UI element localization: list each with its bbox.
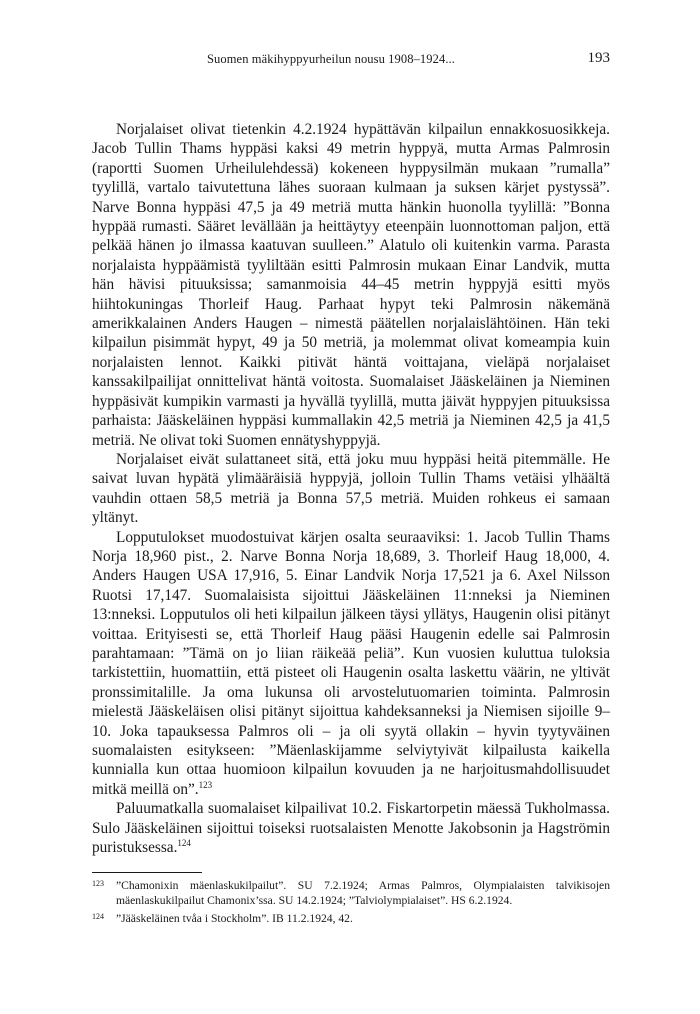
footnote — [92, 878, 610, 908]
running-title: Suomen mäkihyppyurheilun nousu 1908–1924... — [206, 52, 456, 66]
footnote-number: 124 — [92, 912, 104, 921]
running-header — [92, 52, 610, 72]
paragraph — [92, 528, 610, 800]
body-text — [92, 120, 610, 857]
footnote-text: ”Jääskeläinen tvåa i Stockholm”. IB 11.2.1924, 42. — [116, 912, 353, 925]
page-number: 193 — [587, 50, 610, 66]
paragraph — [92, 120, 610, 450]
paragraph — [92, 799, 610, 857]
paragraph — [92, 450, 610, 528]
footnotes — [92, 878, 610, 929]
paragraph-text: Paluumatkalla suomalaiset kilpailivat 10.2. Fiskartorpetin mäessä Tukholmassa. Sulo Jääskeläinen sijoittui toiseksi ruotsalaisten Menotte Jakobsonin ja Hagströmin puristuksessa. — [92, 800, 610, 857]
footnote-divider — [92, 872, 202, 873]
paragraph-text: Lopputulokset muodostuivat kärjen osalta seuraaviksi: 1. Jacob Tullin Thams Norja 18,960 pist., 2. Narve Bonna Norja 18,689, 3. Thorleif Haug 18,000, 4. Anders Haugen USA 17,916, 5. Einar Landvik Norja 17,521 ja 6. Axel Nilsson Ruotsi 17,147. Suomalaisista sijoittui Jääskeläinen 11:nneksi ja Nieminen 13:nneksi. Lopputulos oli heti kilpailun jälkeen täysi yllätys, Haugenin olisi pitänyt voittaa. Erityisesti se, että Thorleif Haug pääsi Haugenin edelle sai Palmrosin parahtamaan: ”Tämä on jo liian räikeää peliä”. Kun vuosien kuluttua tuloksia tarkistettiin, huomattiin, että pisteet oli Haugenin osalta laskettu väärin, ne yltivät pronssimitalille. Ja oma lukunsa oli arvostelutuomarien toiminta. Palmrosin mielestä Jääskeläisen olisi pitänyt sijoittua kahdeksanneksi ja Niemisen sijoille 9–10. Joka tapauksessa Palmros oli – ja oli syytä ollakin – hyvin tyytyväinen suomalaisten esitykseen: ”Mäenlaskijamme selviytyivät kilpailusta kaikella kunnialla kun ottaa huomioon kilpailun kovuuden ja ne harjoitusmahdollisuudet mitkä meillä on”. — [92, 528, 610, 798]
footnote-reference[interactable]: 123 — [198, 779, 213, 790]
footnote-reference[interactable]: 124 — [177, 837, 191, 848]
paragraph-text: Norjalaiset olivat tietenkin 4.2.1924 hypättävän kilpailun ennakkosuosikkeja. Jacob Tullin Thams hyppäsi kaksi 49 metrin hyppyä, mutta Armas Palmrosin (raportti Suomen Urheilulehdessä) kokeneen hyppysilmän mukaan ”rumalla” tyylillä, vartalo taivutettuna lähes suoraan kulmaan ja suksen kärjet pystyssä”. Narve Bonna hyppäsi 47,5 ja 49 metriä mutta hänkin huonolla tyylillä: ”Bonna hyppää rumasti. Sääret levällään ja heittäytyy eteenpäin luonnottoman paljon, että pelkää hänen jo ilmassa kaatuvan suulleen.” Alatulo oli kuitenkin varma. Parasta norjalaista hyppäämistä tyyliltään esitti Palmrosin mukaan Einar Landvik, mutta hän hävisi pituuksissa; samanmoisia 44–45 metrin hyppyjä esitti myös hiihtokuningas Thorleif Haug. Parhaat hypyt teki Palmrosin näkemänä amerikkalainen Anders Haugen – nimestä päätellen norjalaislähtöinen. Hän teki kilpailun pisimmät hypyt, 49 ja 50 metriä, ja molemmat olivat komeampia kuin norjalaisten lennot. Kaikki pitivät häntä voittajana, vieläpä norjalaiset kanssakilpailijat onnittelivat häntä voitosta. Suomalaiset Jääskeläinen ja Nieminen hyppäsivät kumpikin varmasti ja hyvällä tyylillä, mutta jäivät hyppyjen pituuksissa parhaista: Jääskeläinen hyppäsi kummallakin 42,5 metriä ja Nieminen 42,5 ja 41,5 metriä. Ne olivat toki Suomen ennätyshyppyjä. — [92, 121, 610, 449]
paragraph-text: Norjalaiset eivät sulattaneet sitä, että joku muu hyppäsi heitä pitemmälle. He saivat luvan hypätä ylimääräisiä hyppyjä, jolloin Tullin Thams vetäisi ylhäältä vauhdin ottaen 58,5 metriä ja Bonna 57,5 metriä. Muiden rohkeus ei samaan yltänyt. — [92, 450, 610, 527]
footnote-number: 123 — [92, 879, 104, 888]
footnote-text: ”Chamonixin mäenlaskukilpailut”. SU 7.2.1924; Armas Palmros, Olympialaisten talvikisojen mäenlaskukilpailut Chamonix’ssa. SU 14.2.1924; ”Talviolympialaiset”. HS 6.2.1924. — [116, 879, 610, 907]
footnote — [92, 911, 610, 926]
